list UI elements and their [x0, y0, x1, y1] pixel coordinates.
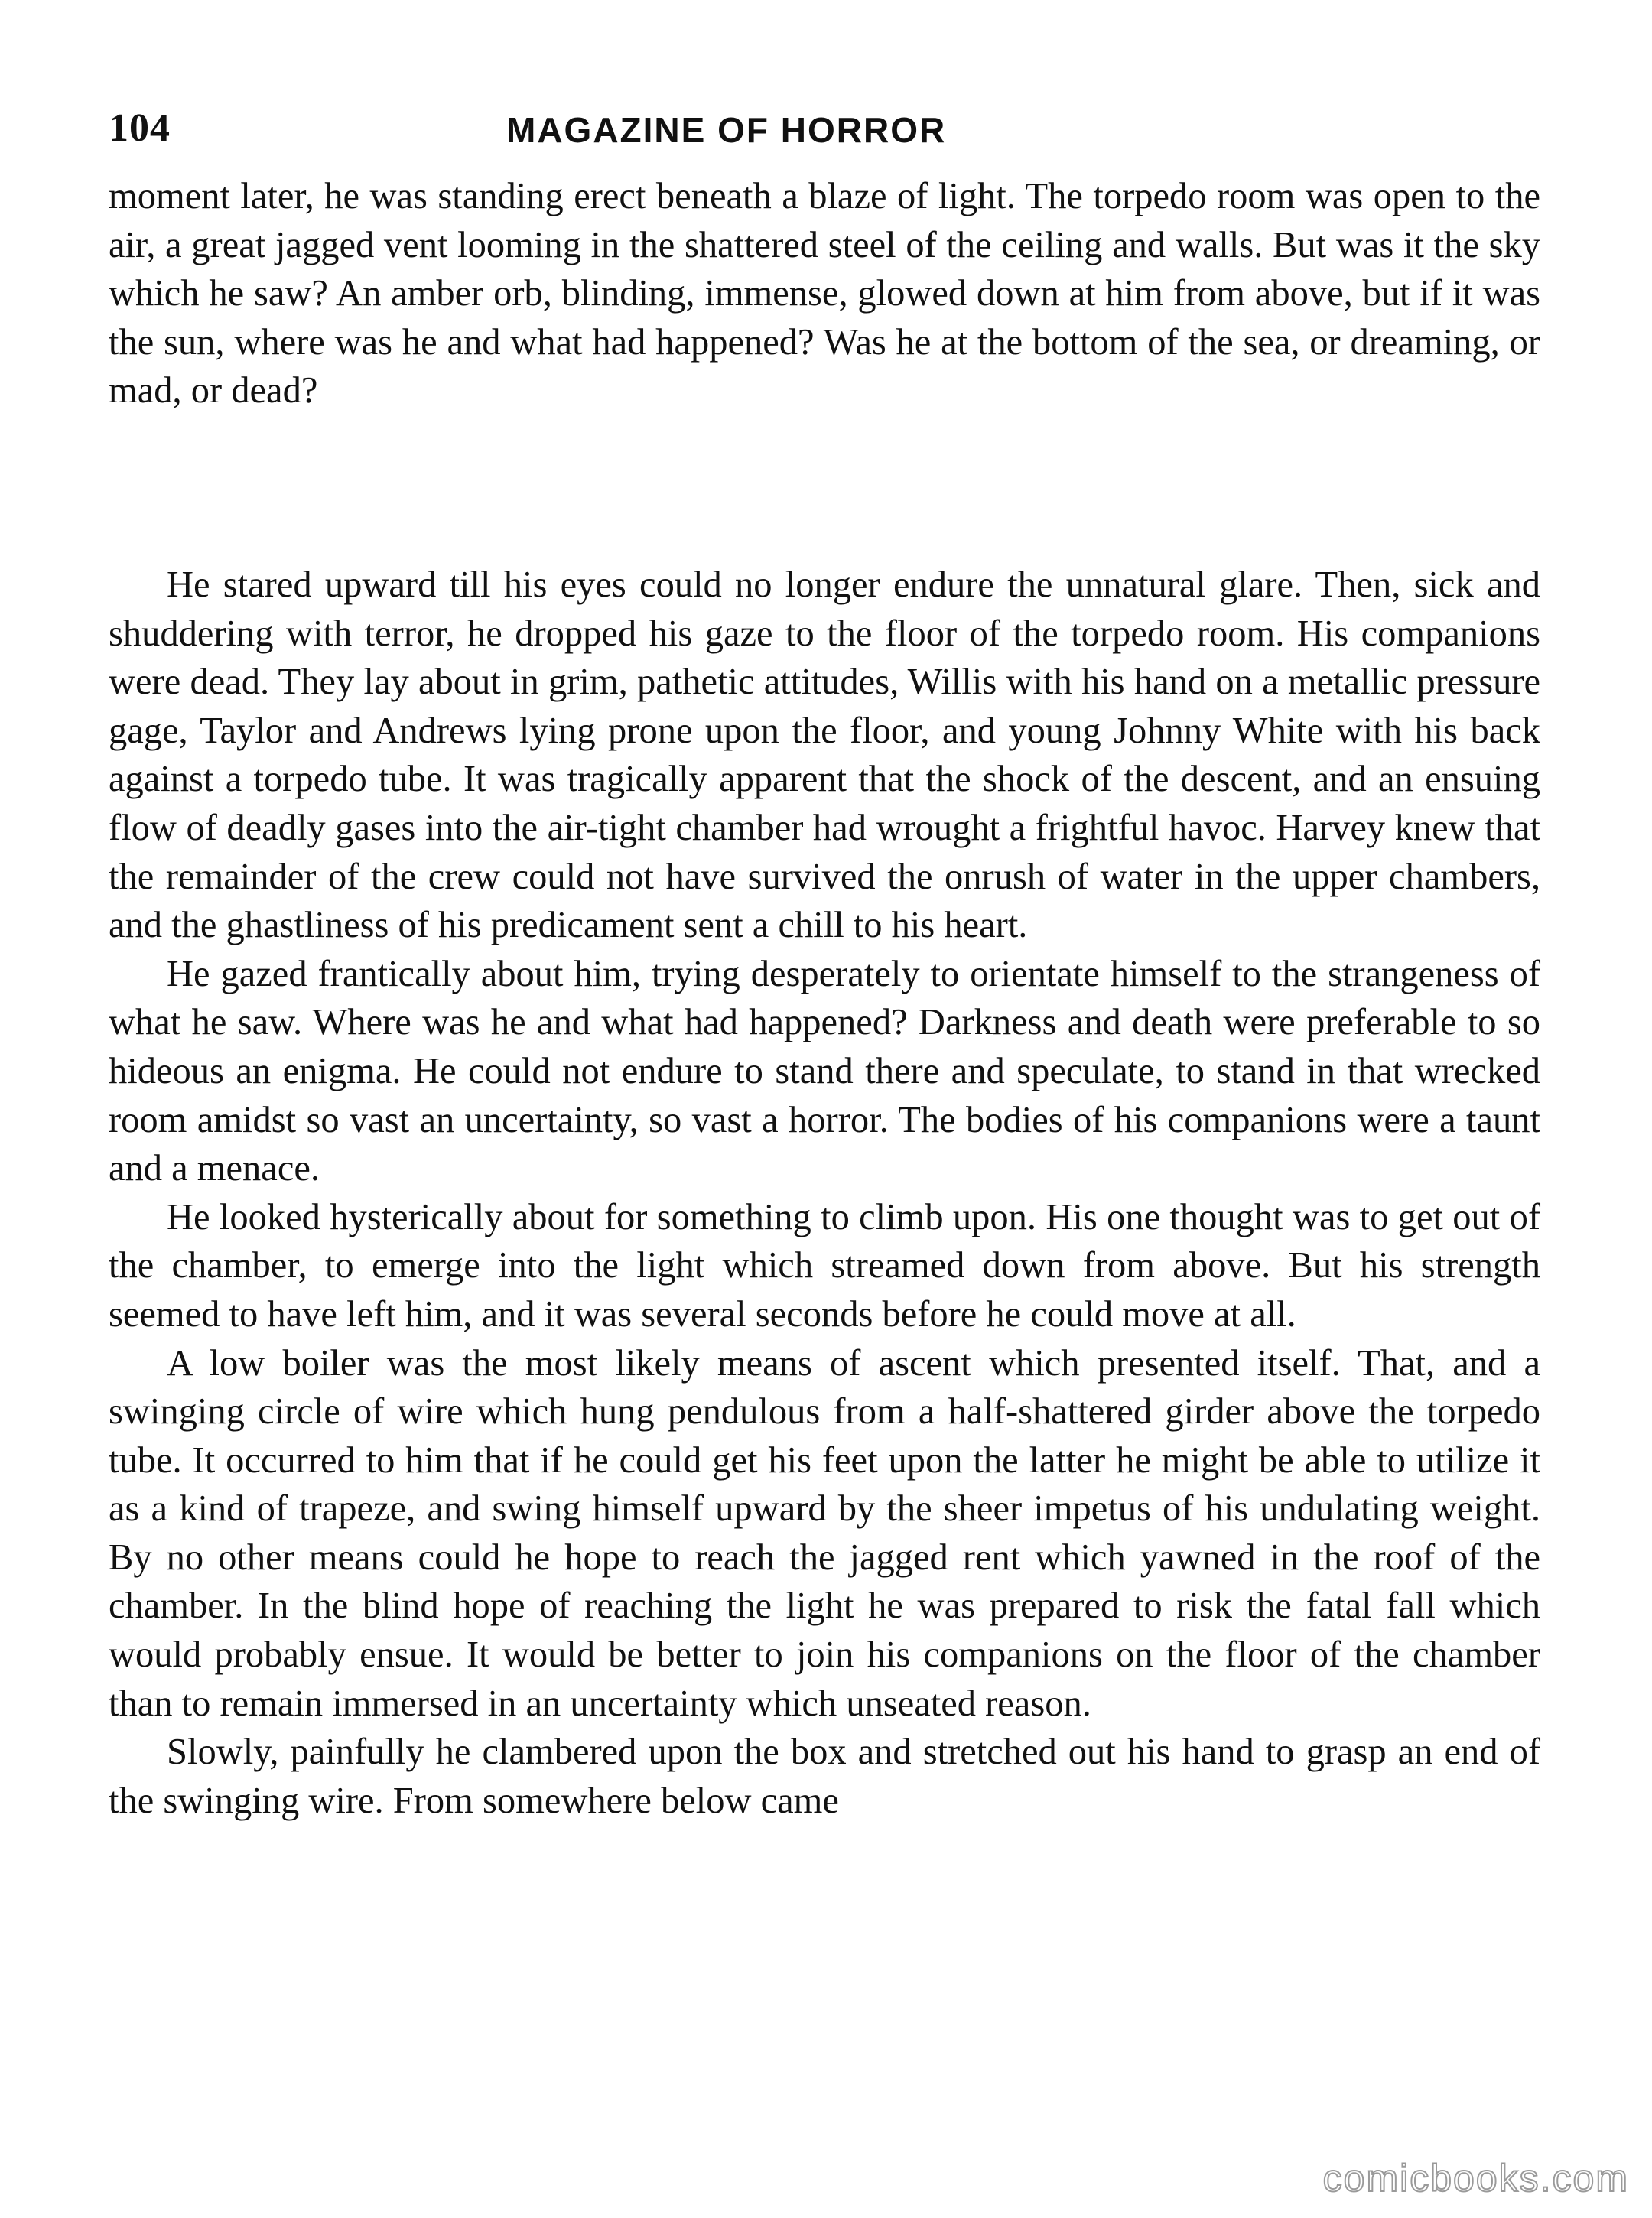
paragraph: A low boiler was the most likely means of ascent which presented itself. That, and a swinging circle of wire which hung pendulous from a half-shattered girder above the torpedo tube. It occurred to him that if he could get his feet upon the latter he might be able to utilize it as a kind of trapeze, and swing himself upward by the sheer impetus of his undulating weight. By no other means could he hope to reach the jagged rent which yawned in the roof of the chamber. In the blind hope of reaching the light he was prepared to risk the fatal fall which would probably ensue. It would be better to join his companions on the floor of the chamber than to remain immersed in an uncertainty which unseated reason.	[109, 1342, 1540, 1724]
paragraph: He looked hysterically about for something to climb upon. His one thought was to get out of the chamber, to emerge into the light which streamed down from above. But his strength seemed to have left him, and it was several seconds before he could move at all.	[109, 1196, 1540, 1335]
paragraph: Slowly, painfully he clambered upon the box and stretched out his hand to grasp an end of the swinging wire. From somewhere below came	[109, 1732, 1540, 1821]
page-number: 104	[109, 106, 171, 150]
story-text	[109, 561, 1540, 1825]
running-head: MAGAZINE OF HORROR	[506, 110, 947, 150]
watermark: comicbooks.com	[1322, 2157, 1629, 2200]
page-header	[109, 106, 1546, 159]
paragraph: moment later, he was standing erect beneath a blaze of light. The torpedo room was open to the air, a great jagged vent looming in the shattered steel of the ceiling and walls. But was it the sky which he saw? An amber orb, blinding, immense, glowed down at him from above, but if it was the sun, where was he and what had happened? Was he at the bottom of the sea, or dreaming, or mad, or dead?	[109, 176, 1540, 411]
paragraph: He gazed frantically about him, trying desperately to orientate himself to the strangeness of what he saw. Where was he and what had happened? Darkness and death were preferable to so hideous an enigma. He could not endure to stand there and speculate, to stand in that wrecked room amidst so vast an uncertainty, so vast a horror. The bodies of his companions were a taunt and a menace.	[109, 953, 1540, 1189]
paragraph: He stared upward till his eyes could no longer endure the unnatural glare. Then, sick and shuddering with terror, he dropped his gaze to the floor of the torpedo room. His companions were dead. They lay about in grim, pathetic attitudes, Willis with his hand on a metallic pressure gage, Taylor and Andrews lying prone upon the floor, and young Johnny White with his back against a torpedo tube. It was tragically apparent that the shock of the descent, and an ensuing flow of deadly gases into the air-tight chamber had wrought a frightful havoc. Harvey knew that the remainder of the crew could not have survived the onrush of water in the upper chambers, and the ghastliness of his predicament sent a chill to his heart.	[109, 564, 1540, 946]
story-text-continued	[109, 172, 1540, 415]
